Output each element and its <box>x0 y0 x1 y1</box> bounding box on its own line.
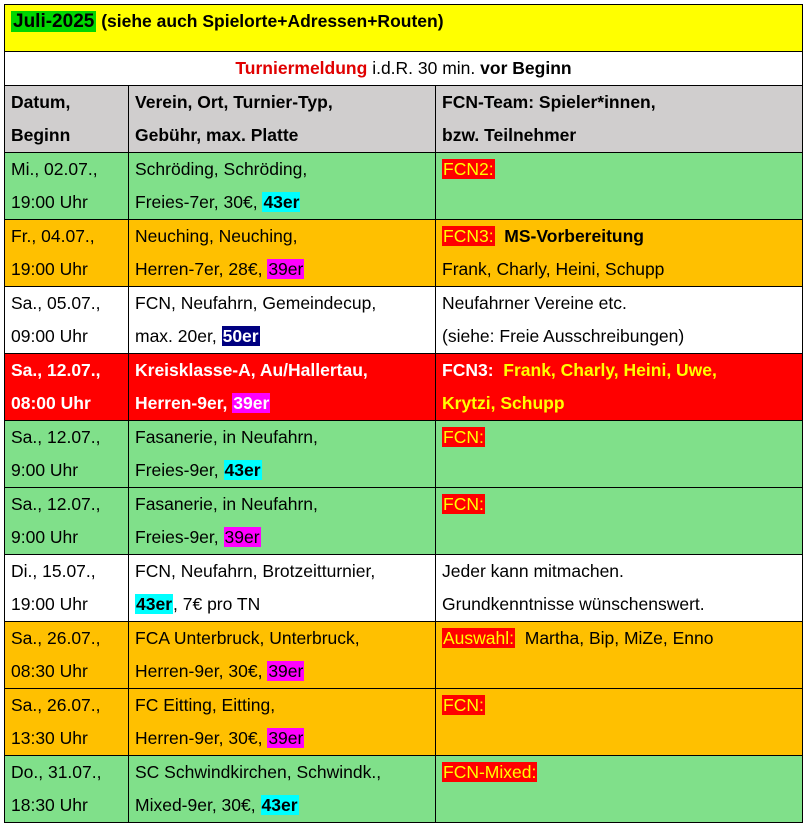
team-cell <box>436 488 803 555</box>
date-cell <box>5 756 129 823</box>
platte-badge: 39er <box>268 661 304 681</box>
date-cell <box>5 153 129 220</box>
row-time: 9:00 Uhr <box>11 460 79 480</box>
date-cell <box>5 622 129 689</box>
verein-cell <box>129 555 436 622</box>
date-cell <box>5 555 129 622</box>
team-cell <box>436 756 803 823</box>
verein-cell <box>129 622 436 689</box>
row-type-fee: Herren-9er, 30€, <box>135 661 263 681</box>
row-type-fee: Herren-9er, 30€, <box>135 728 263 748</box>
date-cell <box>5 488 129 555</box>
column-header-row <box>5 86 803 153</box>
row-verein: FCN, Neufahrn, Brotzeitturnier, <box>135 561 376 581</box>
row-type-fee: Herren-7er, 28€, <box>135 259 263 279</box>
team-cell <box>436 689 803 756</box>
table-row <box>5 421 803 488</box>
row-verein: Fasanerie, in Neufahrn, <box>135 427 318 447</box>
verein-cell <box>129 220 436 287</box>
table-row <box>5 153 803 220</box>
platte-badge: 50er <box>222 326 259 346</box>
team-note: MS-Vorbereitung <box>504 226 644 246</box>
team-cell <box>436 220 803 287</box>
team-cell <box>436 153 803 220</box>
verein-cell <box>129 756 436 823</box>
verein-cell <box>129 689 436 756</box>
row-verein: SC Schwindkirchen, Schwindk., <box>135 762 382 782</box>
team-note-link[interactable]: (siehe: Freie Ausschreibungen) <box>442 326 685 346</box>
team-note-2: Grundkenntnisse wünschenswert. <box>442 594 705 614</box>
title-cell <box>5 5 803 52</box>
row-verein: FCN, Neufahrn, Gemeindecup, <box>135 293 377 313</box>
date-cell <box>5 220 129 287</box>
row-verein: Schröding, Schröding, <box>135 159 308 179</box>
team-cell <box>436 622 803 689</box>
row-time: 08:00 Uhr <box>11 393 91 413</box>
row-date: Do., 31.07., <box>11 762 102 782</box>
platte-badge: 43er <box>263 192 300 212</box>
row-date: Sa., 26.07., <box>11 628 101 648</box>
platte-badge: 39er <box>233 393 270 413</box>
header-verein <box>129 86 436 153</box>
date-cell <box>5 421 129 488</box>
subtitle-link[interactable]: (siehe auch Spielorte+Adressen+Routen) <box>101 11 444 31</box>
header-datum-line1: Datum, <box>11 92 71 112</box>
row-time: 19:00 Uhr <box>11 259 88 279</box>
row-time: 18:30 Uhr <box>11 795 88 815</box>
team-tag: FCN: <box>443 494 484 514</box>
team-tag: FCN-Mixed: <box>443 762 537 782</box>
team-tag: FCN3: <box>442 360 494 380</box>
header-datum-line2: Beginn <box>11 125 71 145</box>
month-label: Juli-2025 <box>13 11 95 32</box>
row-time: 08:30 Uhr <box>11 661 88 681</box>
platte-badge: 43er <box>261 795 298 815</box>
team-tag: FCN: <box>443 695 484 715</box>
header-datum <box>5 86 129 153</box>
info-row <box>5 52 803 86</box>
header-team-line1: FCN-Team: Spieler*innen, <box>442 92 656 112</box>
row-time: 19:00 Uhr <box>11 594 88 614</box>
row-date: Mi., 02.07., <box>11 159 98 179</box>
table-row <box>5 555 803 622</box>
team-players: Frank, Charly, Heini, Uwe, <box>503 360 717 380</box>
row-date: Sa., 12.07., <box>11 360 101 380</box>
turniermeldung-label: Turniermeldung <box>235 58 368 78</box>
table-row <box>5 756 803 823</box>
idr-text: i.d.R. 30 min. <box>372 58 476 78</box>
date-cell <box>5 689 129 756</box>
team-cell <box>436 287 803 354</box>
row-time: 09:00 Uhr <box>11 326 88 346</box>
row-time: 19:00 Uhr <box>11 192 88 212</box>
table-row <box>5 622 803 689</box>
platte-badge: 39er <box>224 527 260 547</box>
row-date: Sa., 12.07., <box>11 427 101 447</box>
row-date: Di., 15.07., <box>11 561 96 581</box>
verein-cell <box>129 488 436 555</box>
table-row <box>5 689 803 756</box>
team-cell <box>436 555 803 622</box>
date-cell <box>5 287 129 354</box>
row-fee: , 7€ pro TN <box>173 594 261 614</box>
row-verein: Fasanerie, in Neufahrn, <box>135 494 318 514</box>
row-verein: FC Eitting, Eitting, <box>135 695 276 715</box>
team-cell <box>436 354 803 421</box>
row-type-fee: Herren-9er, <box>135 393 228 413</box>
platte-badge: 39er <box>268 259 304 279</box>
team-players: Martha, Bip, MiZe, Enno <box>524 628 714 648</box>
team-tag: FCN: <box>443 427 484 447</box>
row-date: Sa., 26.07., <box>11 695 101 715</box>
row-type-fee: max. 20er, <box>135 326 217 346</box>
row-verein: FCA Unterbruck, Unterbruck, <box>135 628 360 648</box>
title-row <box>5 5 803 52</box>
platte-badge: 43er <box>136 594 173 614</box>
team-tag: Auswahl: <box>443 628 515 648</box>
header-verein-line1: Verein, Ort, Turnier-Typ, <box>135 92 333 112</box>
table-row <box>5 220 803 287</box>
info-cell <box>5 52 803 86</box>
platte-badge: 39er <box>268 728 304 748</box>
table-row <box>5 287 803 354</box>
verein-cell <box>129 287 436 354</box>
row-date: Fr., 04.07., <box>11 226 95 246</box>
table-row <box>5 488 803 555</box>
row-type-fee: Freies-9er, <box>135 527 219 547</box>
row-type-fee: Mixed-9er, 30€, <box>135 795 256 815</box>
team-note: Jeder kann mitmachen. <box>442 561 624 581</box>
verein-cell <box>129 354 436 421</box>
verein-cell <box>129 153 436 220</box>
row-date: Sa., 12.07., <box>11 494 101 514</box>
row-date: Sa., 05.07., <box>11 293 101 313</box>
verein-cell <box>129 421 436 488</box>
team-players-2: Krytzi, Schupp <box>442 393 565 413</box>
tournament-table <box>4 4 803 823</box>
header-team-line2: bzw. Teilnehmer <box>442 125 577 145</box>
date-cell <box>5 354 129 421</box>
team-note: Neufahrner Vereine etc. <box>442 293 627 313</box>
header-verein-line2: Gebühr, max. Platte <box>135 125 299 145</box>
team-tag: FCN3: <box>443 226 494 246</box>
row-time: 13:30 Uhr <box>11 728 88 748</box>
row-type-fee: Freies-7er, 30€, <box>135 192 258 212</box>
team-cell <box>436 421 803 488</box>
row-verein: Kreisklasse-A, Au/Hallertau, <box>135 360 368 380</box>
row-verein: Neuching, Neuching, <box>135 226 298 246</box>
row-time: 9:00 Uhr <box>11 527 79 547</box>
table-row <box>5 354 803 421</box>
team-tag: FCN2: <box>443 159 494 179</box>
vor-beginn-text: vor Beginn <box>480 58 572 78</box>
team-players: Frank, Charly, Heini, Schupp <box>442 259 665 279</box>
row-type-fee: Freies-9er, <box>135 460 219 480</box>
header-team <box>436 86 803 153</box>
platte-badge: 43er <box>224 460 261 480</box>
